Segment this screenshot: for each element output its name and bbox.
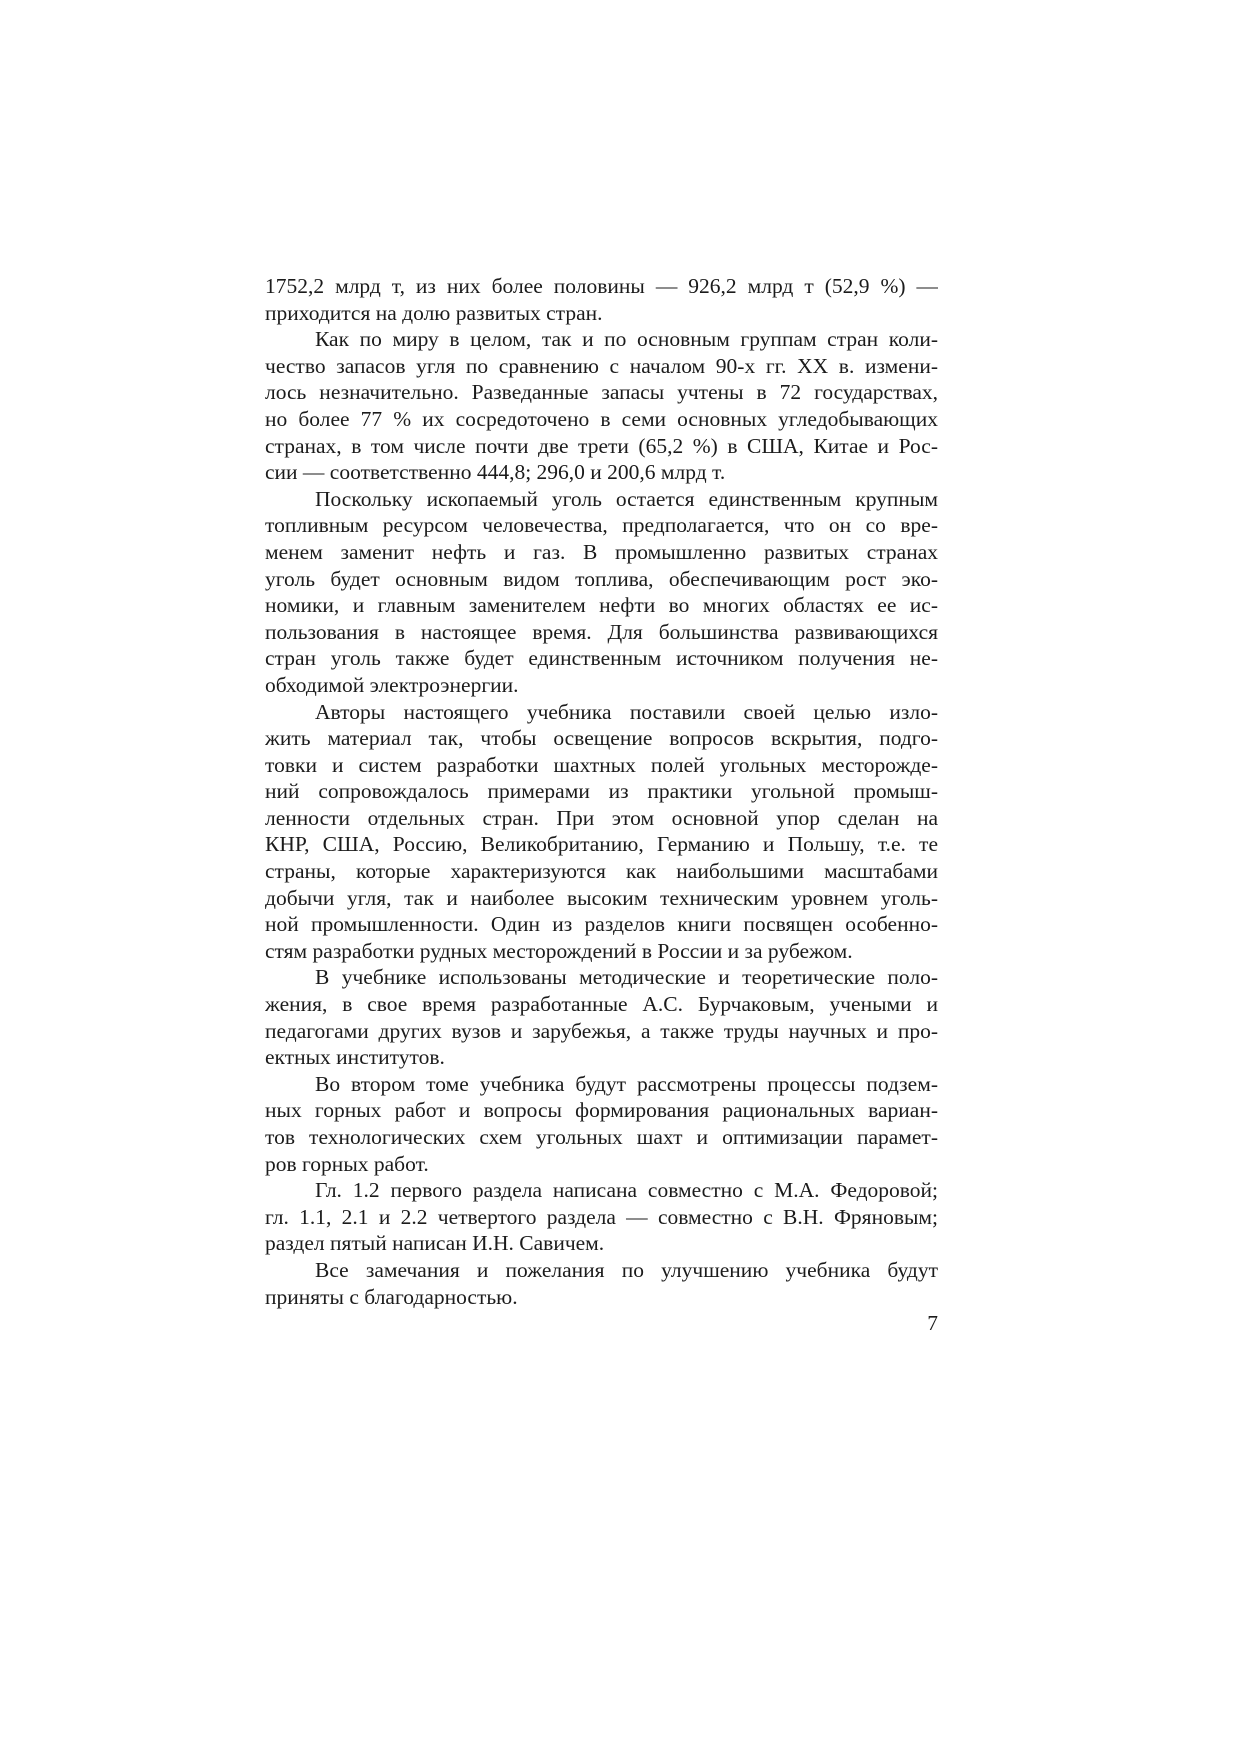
text-line: жить материал так, чтобы освещение вопросов вскрытия, подго- [265, 726, 938, 751]
text-line: Все замечания и пожелания по улучшению учебника будут [315, 1257, 938, 1282]
text-line: добычи угля, так и наиболее высоким техническим уровнем уголь- [265, 885, 938, 910]
text-line: тов технологических схем угольных шахт и оптимизации парамет- [265, 1125, 938, 1149]
text-line: педагогами других вузов и зарубежья, а также труды научных и про- [265, 1018, 938, 1043]
text-line: лось незначительно. Разведанные запасы учтены в 72 государствах, [265, 380, 938, 405]
text-line: ной промышленности. Один из разделов книги посвящен особенно- [265, 912, 938, 937]
text-line: обходимой электроэнергии. [265, 672, 519, 697]
text-line: Поскольку ископаемый уголь остается единственным крупным [315, 486, 938, 511]
text-line: ленности отдельных стран. При этом основной упор сделан на [265, 805, 938, 830]
text-line: раздел пятый написан И.Н. Савичем. [265, 1231, 605, 1256]
text-line: стран уголь также будет единственным источником получения не- [265, 646, 938, 671]
text-line: пользования в настоящее время. Для большинства развивающихся [265, 619, 938, 644]
text-line: топливным ресурсом человечества, предполагается, что он со вре- [265, 513, 938, 538]
text-block [265, 273, 938, 1337]
text-line: странах, в том числе почти две трети (65,2 %) в США, Китае и Рос- [265, 433, 938, 458]
text-line: менем заменит нефть и газ. В промышленно развитых странах [265, 539, 938, 564]
text-line: Гл. 1.2 первого раздела написана совместно с М.А. Федоровой; [315, 1178, 938, 1203]
text-line: КНР, США, Россию, Великобританию, Германию и Польшу, т.е. те [265, 832, 938, 857]
text-line: товки и систем разработки шахтных полей угольных месторожде- [265, 752, 938, 777]
text-line: приходится на долю развитых стран. [265, 300, 603, 325]
text-line: ных горных работ и вопросы формирования рациональных вариан- [265, 1098, 938, 1123]
text-line: Во втором томе учебника будут рассмотрены процессы подзем- [315, 1071, 938, 1096]
text-line: стям разработки рудных месторождений в России и за рубежом. [265, 938, 853, 963]
text-line: чество запасов угля по сравнению с началом 90-х гг. XX в. измени- [265, 353, 938, 378]
text-line: гл. 1.1, 2.1 и 2.2 четвертого раздела — совместно с В.Н. Фряновым; [265, 1204, 938, 1229]
text-line: ектных институтов. [265, 1045, 445, 1070]
text-line: сии — соответственно 444,8; 296,0 и 200,6 млрд т. [265, 460, 726, 485]
text-line: В учебнике использованы методические и теоретические поло- [315, 965, 938, 990]
text-line: ний сопровождалось примерами из практики угольной промыш- [265, 779, 938, 804]
page-number: 7 [927, 1311, 938, 1336]
text-line: приняты с благодарностью. [265, 1284, 518, 1309]
text-line: ров горных работ. [265, 1151, 429, 1176]
text-line: уголь будет основным видом топлива, обеспечивающим рост эко- [265, 566, 938, 591]
text-line: но более 77 % их сосредоточено в семи основных угледобывающих [265, 406, 938, 431]
text-line: жения, в свое время разработанные А.С. Бурчаковым, учеными и [265, 992, 938, 1017]
text-line: страны, которые характеризуются как наибольшими масштабами [265, 859, 938, 884]
text-line: Как по миру в целом, так и по основным группам стран коли- [315, 327, 938, 352]
text-line: 1752,2 млрд т, из них более половины — 926,2 млрд т (52,9 %) — [265, 274, 938, 298]
text-line: номики, и главным заменителем нефти во многих областях ее ис- [265, 593, 938, 618]
text-line: Авторы настоящего учебника поставили своей целью изло- [315, 699, 938, 724]
